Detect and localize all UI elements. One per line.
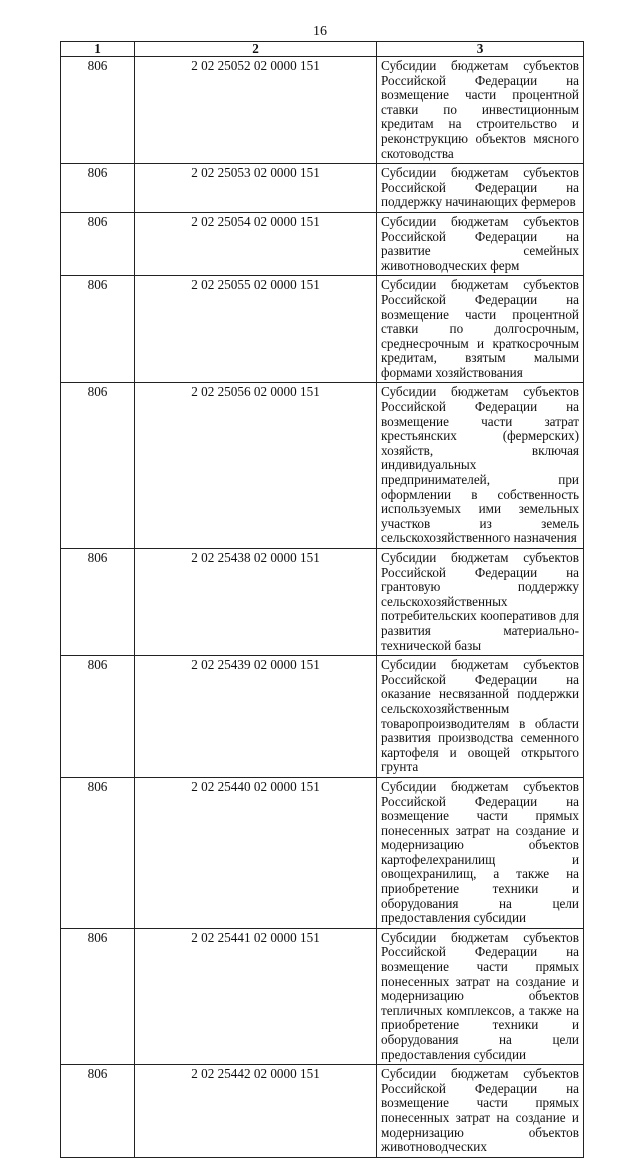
table-row xyxy=(61,656,584,778)
description-cell: Субсидии бюджетам субъектов Российской Федерации на оказание несвязанной поддержки сельскохозяйственным товаропроизводителям в области развития производства семенного картофеля и овощей открытого грунта xyxy=(377,656,584,778)
budget-code-cell: 2 02 25441 02 0000 151 xyxy=(135,928,377,1064)
admin-code-cell: 806 xyxy=(61,1065,135,1158)
description-cell: Субсидии бюджетам субъектов Российской Федерации на возмещение части затрат крестьянских (фермерских) хозяйств, включая индивидуальных предпринимателей, при оформлении в собственность используемых ими земельных участков из земель сельскохозяйственного назначения xyxy=(377,383,584,549)
admin-code-cell: 806 xyxy=(61,777,135,928)
budget-code-cell: 2 02 25052 02 0000 151 xyxy=(135,57,377,164)
description-cell: Субсидии бюджетам субъектов Российской Федерации на возмещение части прямых понесенных затрат на создание и модернизацию объектов животноводческих xyxy=(377,1065,584,1158)
description-cell: Субсидии бюджетам субъектов Российской Федерации на возмещение части прямых понесенных затрат на создание и модернизацию объектов картофелехранилищ и овощехранилищ, а также на приобретение техники и оборудования на цели предоставления субсидии xyxy=(377,777,584,928)
page-number: 16 xyxy=(313,24,327,39)
admin-code-cell: 806 xyxy=(61,928,135,1064)
description-cell: Субсидии бюджетам субъектов Российской Федерации на возмещение части процентной ставки по инвестиционным кредитам на строительство и реконструкцию объектов мясного скотоводства xyxy=(377,57,584,164)
admin-code-cell: 806 xyxy=(61,549,135,656)
description-cell: Субсидии бюджетам субъектов Российской Федерации на поддержку начинающих фермеров xyxy=(377,164,584,213)
budget-code-cell: 2 02 25442 02 0000 151 xyxy=(135,1065,377,1158)
column-header-3: 3 xyxy=(377,42,584,57)
table-row xyxy=(61,212,584,275)
table-header-row xyxy=(61,42,584,57)
description-cell: Субсидии бюджетам субъектов Российской Федерации на грантовую поддержку сельскохозяйственных потребительских кооперативов для развития материально-технической базы xyxy=(377,549,584,656)
budget-codes-table xyxy=(60,41,584,1158)
budget-code-cell: 2 02 25438 02 0000 151 xyxy=(135,549,377,656)
admin-code-cell: 806 xyxy=(61,212,135,275)
admin-code-cell: 806 xyxy=(61,57,135,164)
description-cell: Субсидии бюджетам субъектов Российской Федерации на развитие семейных животноводческих ферм xyxy=(377,212,584,275)
budget-code-cell: 2 02 25440 02 0000 151 xyxy=(135,777,377,928)
column-header-1: 1 xyxy=(61,42,135,57)
table-row xyxy=(61,383,584,549)
description-cell: Субсидии бюджетам субъектов Российской Федерации на возмещение части прямых понесенных затрат на создание и модернизацию объектов тепличных комплексов, а также на приобретение техники и оборудования на цели предоставления субсидии xyxy=(377,928,584,1064)
admin-code-cell: 806 xyxy=(61,276,135,383)
table-row xyxy=(61,928,584,1064)
table-row xyxy=(61,549,584,656)
table-row xyxy=(61,1065,584,1158)
table-row xyxy=(61,57,584,164)
admin-code-cell: 806 xyxy=(61,656,135,778)
admin-code-cell: 806 xyxy=(61,164,135,213)
column-header-2: 2 xyxy=(135,42,377,57)
budget-code-cell: 2 02 25439 02 0000 151 xyxy=(135,656,377,778)
budget-code-cell: 2 02 25055 02 0000 151 xyxy=(135,276,377,383)
description-cell: Субсидии бюджетам субъектов Российской Федерации на возмещение части процентной ставки по долгосрочным, среднесрочным и краткосрочным кредитам, взятым малыми формами хозяйствования xyxy=(377,276,584,383)
table-row xyxy=(61,276,584,383)
budget-code-cell: 2 02 25054 02 0000 151 xyxy=(135,212,377,275)
table-row xyxy=(61,164,584,213)
admin-code-cell: 806 xyxy=(61,383,135,549)
budget-code-cell: 2 02 25056 02 0000 151 xyxy=(135,383,377,549)
budget-code-cell: 2 02 25053 02 0000 151 xyxy=(135,164,377,213)
table-row xyxy=(61,777,584,928)
